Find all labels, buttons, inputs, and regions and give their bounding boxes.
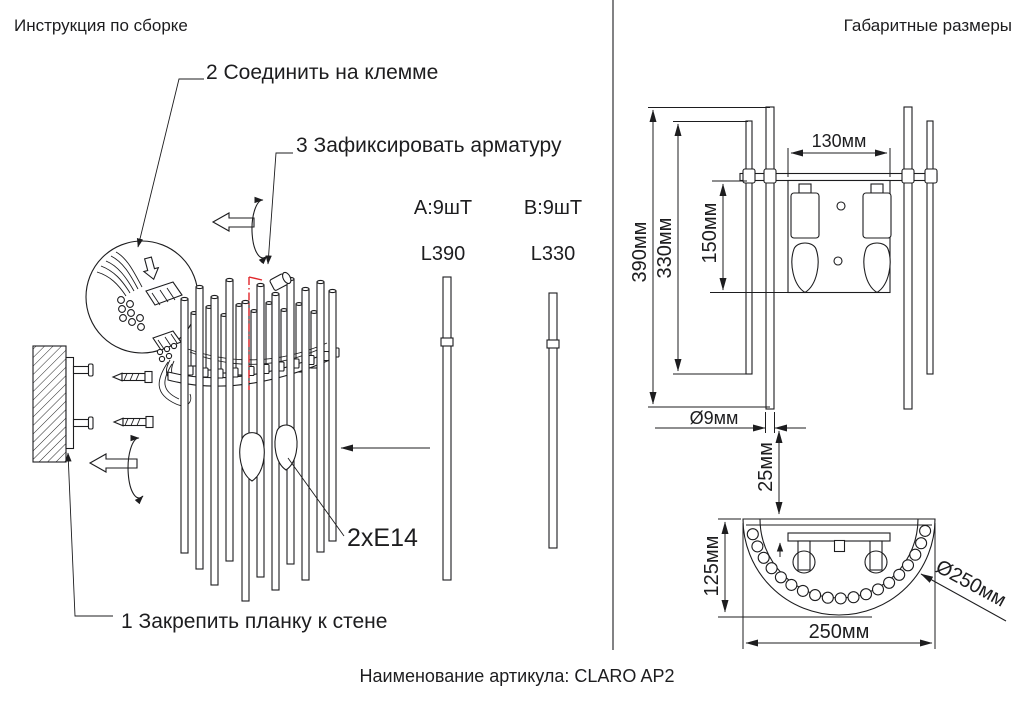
dim-bracket-width: 130мм — [811, 131, 867, 151]
step2-leader — [138, 79, 204, 247]
dim-diameter: Ø250мм — [932, 555, 1010, 612]
dim-rod-diameter: Ø9мм — [689, 408, 739, 428]
part-a-length-label: L390 — [420, 243, 466, 265]
left-panel-title: Инструкция по сборке — [14, 16, 188, 35]
rotate-arrow-lower — [90, 438, 143, 498]
dim-body-height: 150мм — [699, 202, 721, 264]
socket-right — [863, 184, 891, 293]
screw-icon — [114, 417, 153, 428]
article-name: Наименование артикула: CLARO AP2 — [359, 666, 675, 686]
dim-total-height: 390мм — [629, 221, 651, 283]
top-view-plate — [788, 533, 890, 541]
part-b-qty-label: B:9шТ — [523, 197, 583, 219]
lamp-body — [168, 277, 339, 601]
front-view — [648, 107, 937, 514]
twist-arrow-icon — [252, 200, 267, 258]
right-panel-title: Габаритные размеры — [843, 16, 1012, 35]
dim-depth: 125мм — [701, 535, 723, 597]
step3-leader — [268, 153, 293, 264]
mounting-bracket-plate — [66, 358, 74, 449]
part-a-qty-label: A:9шТ — [413, 197, 473, 219]
spare-parts — [441, 277, 559, 580]
rotate-arrow-upper — [213, 200, 267, 258]
part-a-rod — [441, 277, 453, 580]
wall-section — [33, 346, 93, 462]
step1-label: 1 Закрепить планку к стене — [121, 610, 388, 633]
bulb-type-label: 2xE14 — [347, 524, 418, 552]
socket-left — [791, 184, 819, 293]
mounting-screws — [113, 372, 153, 428]
step1-leader — [68, 453, 113, 616]
step3-label: 3 Зафиксировать арматуру — [296, 134, 562, 157]
screw-icon — [113, 372, 152, 383]
part-b-length-label: L330 — [530, 243, 576, 265]
dim-rod-height: 330мм — [654, 217, 676, 279]
step2-label: 2 Соединить на клемме — [206, 61, 439, 84]
push-left-arrow-icon — [90, 454, 137, 472]
dim-width: 250мм — [808, 621, 870, 643]
part-b-rod — [547, 293, 559, 548]
dim-wall-gap: 25мм — [755, 442, 777, 492]
push-left-arrow-icon — [213, 213, 254, 231]
